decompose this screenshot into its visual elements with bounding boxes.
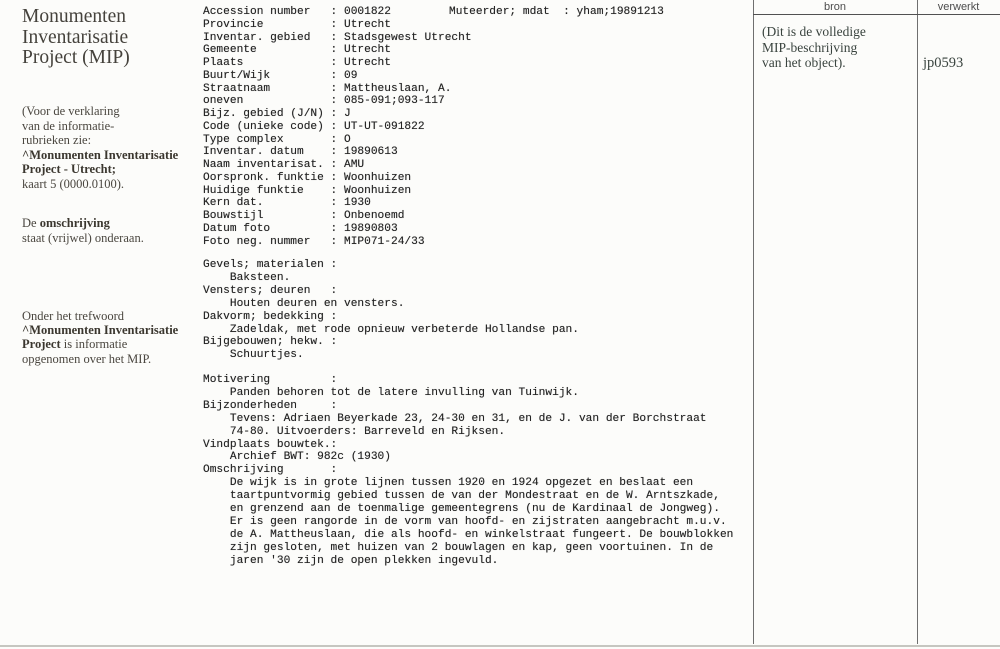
note-line-bold: ^Monumenten Inventarisatie <box>22 147 179 162</box>
materials-line: Zadeldak, met rode opnieuw verbeterde Hollandse pan. <box>203 323 579 336</box>
description-line: De wijk is in grote lijnen tussen 1920 en 1924 opgezet en beslaat een <box>203 477 694 490</box>
verwerkt-column-left-rule <box>917 0 918 644</box>
record-field: Oorspronk. funktie : Woonhuizen <box>203 171 412 184</box>
description-line: Bijzonderheden : <box>203 399 338 412</box>
record-field: Bouwstijl : Onbenoemd <box>203 210 405 222</box>
materials-block <box>203 259 579 362</box>
note-text-bold: omschrijving <box>39 216 110 230</box>
record-field: Gemeente : Utrecht <box>203 44 391 57</box>
page-title-line: Monumenten <box>22 6 126 27</box>
description-line: Motivering : <box>203 374 338 386</box>
description-line: en grenzend aan de toenmalige gemeentegrens (nu de Kardinaal de Jongweg). <box>203 503 720 516</box>
record-field: Inventar. gebied : Stadsgewest Utrecht <box>203 31 472 44</box>
note-text: is informatie <box>60 337 128 352</box>
record-fields-block <box>203 6 472 248</box>
description-line: zijn gesloten, met huizen van 2 bouwlagen en kap, geen voortuinen. In de <box>203 541 714 554</box>
note-text: De <box>22 216 40 230</box>
note-line: Onder het trefwoord <box>22 309 125 323</box>
record-field: Code (unieke code) : UT-UT-091822 <box>203 120 425 133</box>
column-header-underline <box>753 14 1000 15</box>
note-line <box>22 216 144 231</box>
description-line: Er is geen rangorde in de vorm van hoofd- en zijstraten aangebracht m.u.v. <box>203 515 727 528</box>
description-line: taartpuntvormig gebied tussen de van der Mondestraat en de W. Arntszkade, <box>203 490 720 503</box>
record-field: Naam inventarisat. : AMU <box>203 159 365 171</box>
bron-annotation-line: van het object). <box>762 55 846 71</box>
page-title <box>22 7 130 69</box>
record-field: Inventar. datum : 19890613 <box>203 146 398 159</box>
record-field: Accession number : 0001822 <box>203 6 391 18</box>
page-title-line: Project (MIP) <box>22 47 130 68</box>
record-field: Bijz. gebied (J/N) : J <box>203 108 351 120</box>
bron-annotation-line: MIP-beschrijving <box>762 39 858 55</box>
note-text-bold: Project <box>22 337 61 352</box>
record-field: Datum foto : 19890803 <box>203 222 398 235</box>
note-line: kaart 5 (0000.0100). <box>22 176 125 191</box>
note-line: opgenomen over het MIP. <box>22 351 152 366</box>
description-line: Panden behoren tot de latere invulling van Tuinwijk. <box>203 386 579 399</box>
note-line-bold: ^Monumenten Inventarisatie <box>22 323 179 338</box>
bron-annotation-line: (Dit is de volledige <box>762 24 866 39</box>
materials-line: Schuurtjes. <box>203 349 304 362</box>
materials-line: Bijgebouwen; hekw. : <box>203 336 338 349</box>
note-line: (Voor de verklaring <box>22 104 120 118</box>
description-line: Vindplaats bouwtek.: <box>203 438 338 451</box>
materials-line: Houten deuren en vensters. <box>203 297 405 310</box>
bron-annotation <box>762 24 866 71</box>
verwerkt-code: jp0593 <box>923 55 964 71</box>
record-field: Plaats : Utrecht <box>203 57 391 69</box>
record-field: Kern dat. : 1930 <box>203 197 371 210</box>
description-block <box>203 374 733 568</box>
description-line: Omschrijving : <box>203 464 338 477</box>
legend-note <box>22 104 178 192</box>
note-line <box>22 337 178 351</box>
bron-column-left-rule <box>753 0 754 644</box>
note-line: rubrieken zie: <box>22 133 92 148</box>
record-field: Huidige funktie : Woonhuizen <box>203 184 412 197</box>
record-field: Provincie : Utrecht <box>203 18 391 31</box>
note-line: staat (vrijwel) onderaan. <box>22 231 144 245</box>
note-line: van de informatie- <box>22 118 115 133</box>
omschrijving-note <box>22 216 144 246</box>
materials-line: Baksteen. <box>203 271 291 284</box>
description-line: de A. Mattheuslaan, die als hoofd- en winkelstraat fungeert. De bouwblokken <box>203 528 734 541</box>
muteerder-field: Muteerder; mdat : yham;19891213 <box>449 6 664 18</box>
description-line: Archief BWT: 982c (1930) <box>203 451 391 464</box>
record-field: Straatnaam : Mattheuslaan, A. <box>203 82 452 95</box>
note-line-bold: Project - Utrecht; <box>22 162 116 177</box>
description-line: 74-80. Uitvoerders: Barreveld en Rijksen. <box>203 425 506 438</box>
description-line: jaren '30 zijn de open plekken ingevuld. <box>203 554 499 567</box>
materials-line: Vensters; deuren : <box>203 284 338 297</box>
record-field: Foto neg. nummer : MIP071-24/33 <box>203 235 425 248</box>
record-field: Type complex : O <box>203 133 351 146</box>
scan-bottom-edge <box>0 645 1000 647</box>
verwerkt-column-header: verwerkt <box>937 1 980 13</box>
trefwoord-note <box>22 309 178 366</box>
record-field: oneven : 085-091;093-117 <box>203 95 445 108</box>
materials-line: Gevels; materialen : <box>203 259 338 271</box>
bron-column-header: bron <box>823 1 847 13</box>
page-title-line: Inventarisatie <box>22 26 129 48</box>
materials-line: Dakvorm; bedekking : <box>203 310 338 323</box>
description-line: Tevens: Adriaen Beyerkade 23, 24-30 en 31, en de J. van der Borchstraat <box>203 412 707 425</box>
record-field: Buurt/Wijk : 09 <box>203 69 358 82</box>
